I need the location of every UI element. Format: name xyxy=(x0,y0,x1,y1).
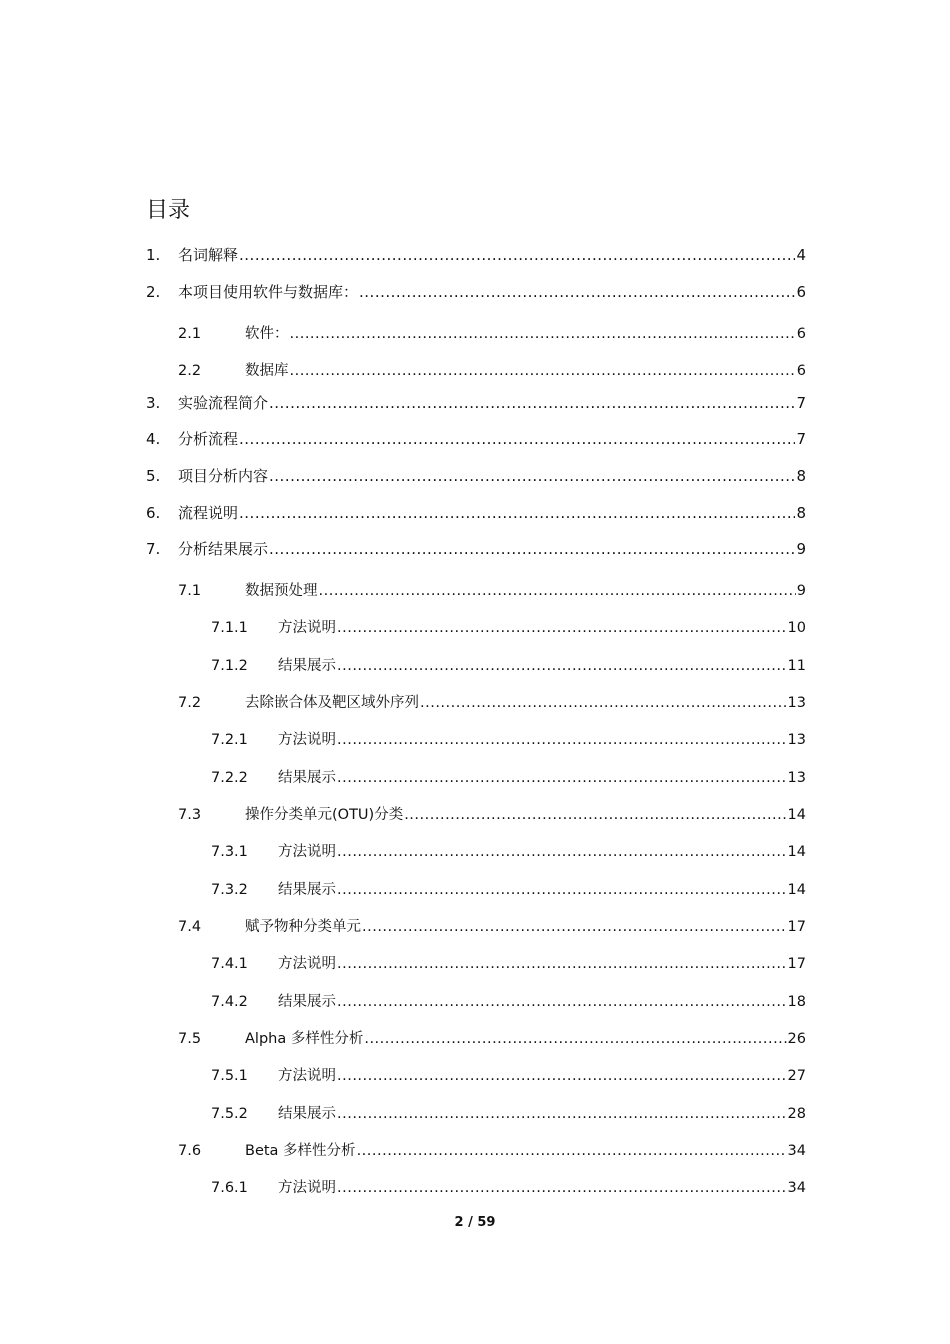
toc-entry-number: 7.2.1 xyxy=(211,732,248,748)
toc-entry-page: 26 xyxy=(787,1031,806,1047)
toc-entry-title: 操作分类单元(OTU)分类 xyxy=(245,807,404,823)
toc-entry-page: 11 xyxy=(787,658,806,674)
toc-entry-page: 4 xyxy=(796,246,806,264)
toc-entry-page: 9 xyxy=(796,583,806,599)
toc-leader-dots xyxy=(337,842,787,862)
toc-entry-page: 27 xyxy=(787,1068,806,1084)
toc-entry-page: 28 xyxy=(787,1106,806,1122)
toc-entry-number: 7.1.1 xyxy=(211,620,248,636)
toc-entry-title: 赋予物种分类单元 xyxy=(245,919,361,935)
toc-entry-page: 17 xyxy=(787,919,806,935)
toc-leader-dots xyxy=(337,1178,787,1198)
toc-entry-number: 7.4.2 xyxy=(211,994,248,1010)
toc-leader-dots xyxy=(420,693,787,713)
toc-entry-number: 7.3.1 xyxy=(211,844,248,860)
toc-leader-dots xyxy=(364,1029,786,1049)
toc-entry-number: 1. xyxy=(146,246,161,264)
toc-entry-title: 方法说明 xyxy=(278,956,336,972)
toc-entry-number: 7.2 xyxy=(178,695,202,711)
toc-entry-number: 7.5.1 xyxy=(211,1068,248,1084)
toc-entry-number: 7. xyxy=(146,540,161,558)
toc-entry-number: 2.1 xyxy=(178,326,202,342)
toc-entry-number: 7.1.2 xyxy=(211,658,248,674)
toc-entry-page: 14 xyxy=(787,844,806,860)
toc-entry-number: 7.6.1 xyxy=(211,1180,248,1196)
toc-entry-page: 18 xyxy=(787,994,806,1010)
toc-entry-title: 本项目使用软件与数据库： xyxy=(178,283,359,301)
toc-entry-number: 4. xyxy=(146,430,161,448)
toc-entry-number: 7.6 xyxy=(178,1143,202,1159)
toc-title: 目录 xyxy=(146,198,191,223)
toc-entry-title: Beta 多样性分析 xyxy=(245,1143,356,1159)
toc-leader-dots xyxy=(337,768,787,788)
toc-leader-dots xyxy=(357,1141,787,1161)
toc-leader-dots xyxy=(239,429,795,449)
toc-entry-title: 结果展示 xyxy=(278,1106,336,1122)
toc-leader-dots xyxy=(290,324,796,344)
toc-entry-title: 方法说明 xyxy=(278,1068,336,1084)
toc-entry-title: 结果展示 xyxy=(278,658,336,674)
toc-entry-number: 7.2.2 xyxy=(211,770,248,786)
toc-leader-dots xyxy=(337,656,787,676)
toc-leader-dots xyxy=(359,282,795,302)
toc-entry-title: 数据库 xyxy=(245,363,289,379)
toc-entry-title: 分析流程 xyxy=(178,430,239,448)
toc-entry-number: 2. xyxy=(146,283,161,301)
toc-entry-number: 7.1 xyxy=(178,583,202,599)
toc-entry-title: 结果展示 xyxy=(278,882,336,898)
toc-entry-page: 14 xyxy=(787,807,806,823)
toc-entry-page: 14 xyxy=(787,882,806,898)
toc-leader-dots xyxy=(269,539,795,559)
toc-leader-dots xyxy=(337,992,787,1012)
toc-entry-page: 9 xyxy=(796,540,806,558)
toc-entry-number: 5. xyxy=(146,467,161,485)
toc-leader-dots xyxy=(269,466,795,486)
toc-entry-page: 34 xyxy=(787,1143,806,1159)
toc-entry-page: 6 xyxy=(796,363,806,379)
toc-entry-page: 6 xyxy=(796,283,806,301)
toc-entry-number: 7.4 xyxy=(178,919,202,935)
toc-entry-number: 7.5 xyxy=(178,1031,202,1047)
toc-entry-number: 7.4.1 xyxy=(211,956,248,972)
toc-entry-number: 6. xyxy=(146,504,161,522)
toc-entry-title: 项目分析内容 xyxy=(178,467,269,485)
toc-leader-dots xyxy=(239,503,795,523)
toc-entry-page: 34 xyxy=(787,1180,806,1196)
toc-entry-number: 2.2 xyxy=(178,363,202,379)
toc-entry-number: 7.3.2 xyxy=(211,882,248,898)
toc-leader-dots xyxy=(337,954,787,974)
toc-entry-page: 13 xyxy=(787,770,806,786)
toc-leader-dots xyxy=(404,805,786,825)
toc-entry-title: 数据预处理 xyxy=(245,583,318,599)
toc-leader-dots xyxy=(337,1104,787,1124)
toc-leader-dots xyxy=(319,581,796,601)
toc-entry-page: 6 xyxy=(796,326,806,342)
toc-entry-title: 方法说明 xyxy=(278,620,336,636)
toc-entry-title: 方法说明 xyxy=(278,732,336,748)
page-number-footer: 2 / 59 xyxy=(454,1215,496,1230)
toc-entry-title: Alpha 多样性分析 xyxy=(245,1031,364,1047)
toc-entry-number: 7.5.2 xyxy=(211,1106,248,1122)
toc-entry-title: 结果展示 xyxy=(278,770,336,786)
toc-leader-dots xyxy=(239,245,795,265)
toc-leader-dots xyxy=(337,730,787,750)
toc-entry-title: 方法说明 xyxy=(278,844,336,860)
toc-entry-title: 结果展示 xyxy=(278,994,336,1010)
toc-entry-page: 7 xyxy=(796,430,806,448)
toc-entry-page: 17 xyxy=(787,956,806,972)
toc-entry-page: 8 xyxy=(796,504,806,522)
toc-entry-number: 3. xyxy=(146,394,161,412)
toc-leader-dots xyxy=(362,917,787,937)
toc-entry-title: 流程说明 xyxy=(178,504,239,522)
toc-entry-page: 7 xyxy=(796,394,806,412)
toc-leader-dots xyxy=(269,393,795,413)
toc-entry-title: 实验流程简介 xyxy=(178,394,269,412)
toc-entry-page: 13 xyxy=(787,695,806,711)
toc-leader-dots xyxy=(337,618,787,638)
toc-entry-title: 软件： xyxy=(245,326,289,342)
toc-entry-number: 7.3 xyxy=(178,807,202,823)
toc-entry-title: 去除嵌合体及靶区域外序列 xyxy=(245,695,419,711)
toc-entry-page: 8 xyxy=(796,467,806,485)
toc-entry-title: 名词解释 xyxy=(178,246,239,264)
toc-leader-dots xyxy=(337,880,787,900)
toc-entry-title: 分析结果展示 xyxy=(178,540,269,558)
toc-entry-title: 方法说明 xyxy=(278,1180,336,1196)
toc-leader-dots xyxy=(290,361,796,381)
toc-entry-page: 13 xyxy=(787,732,806,748)
toc-leader-dots xyxy=(337,1066,787,1086)
toc-entry-page: 10 xyxy=(787,620,806,636)
